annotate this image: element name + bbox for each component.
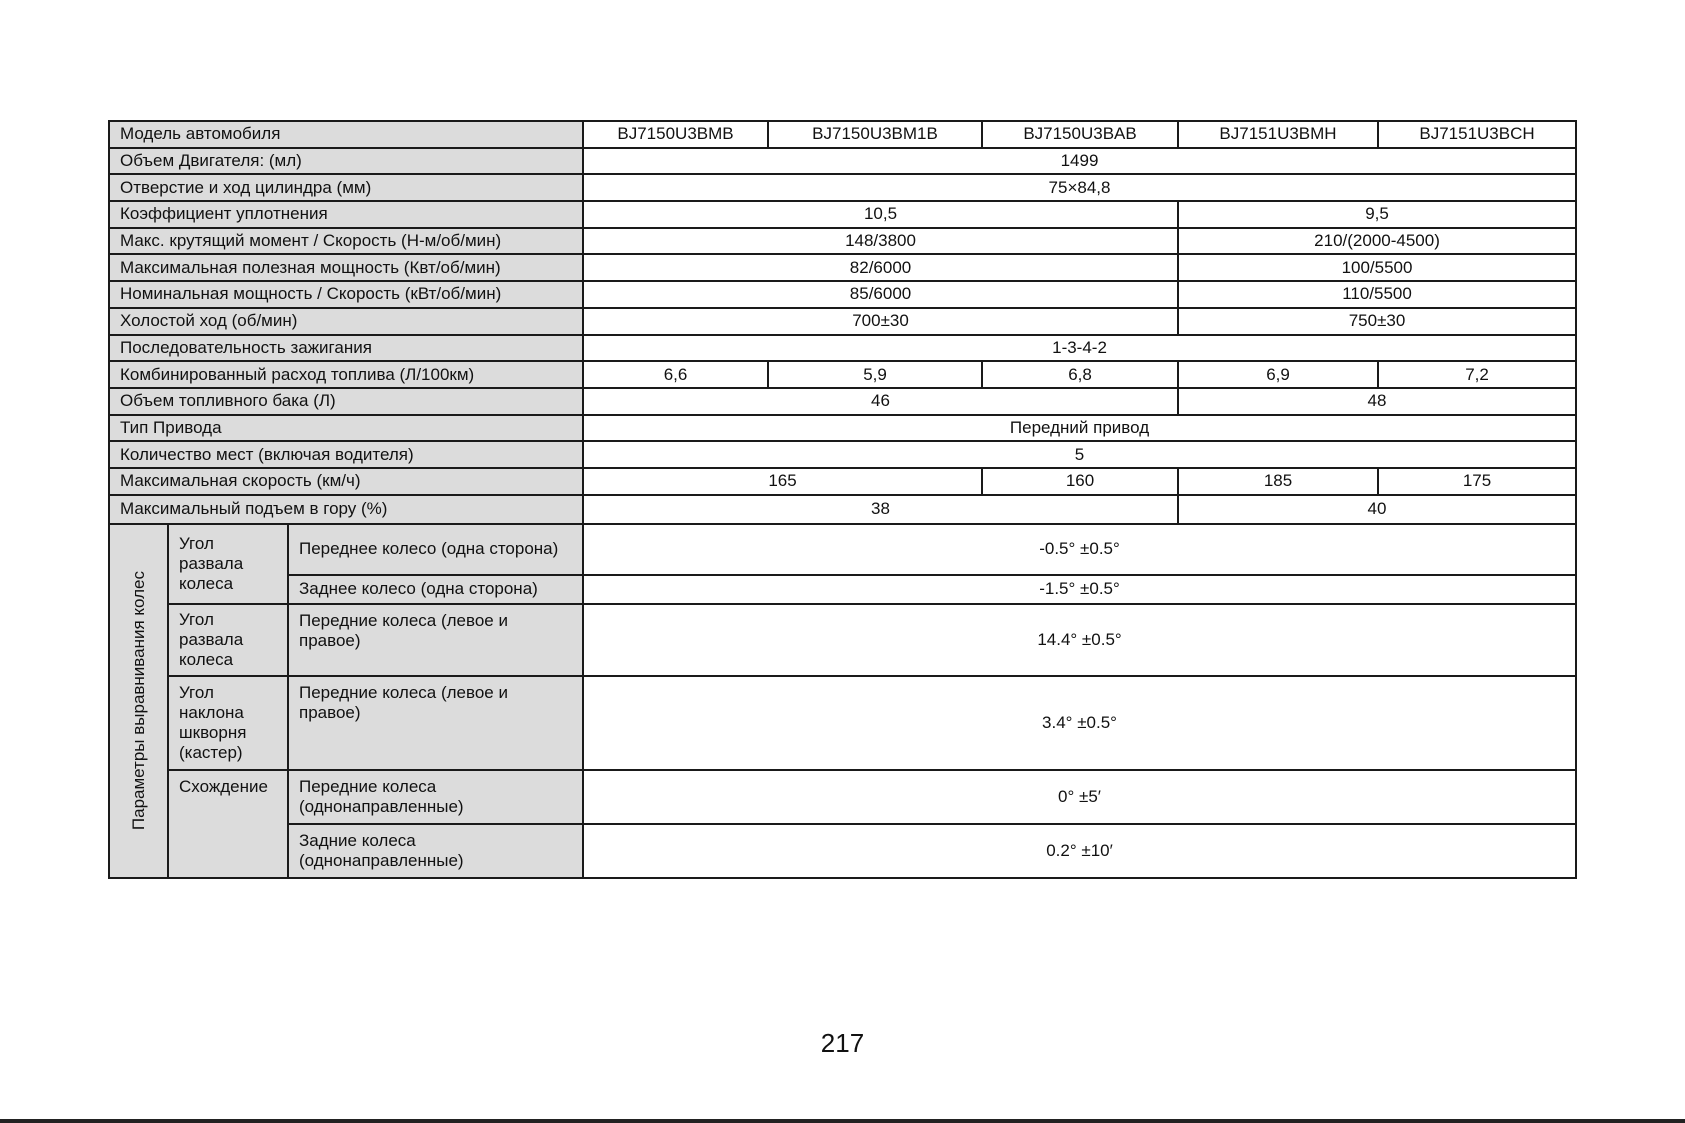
cell-value: 6,8	[982, 361, 1178, 388]
cell-value: 0.2° ±10′	[583, 824, 1576, 878]
row-label: Коэффициент уплотнения	[109, 201, 583, 228]
table-row	[109, 604, 1576, 676]
table-row	[109, 335, 1576, 362]
table-row	[109, 415, 1576, 442]
cell-value: 75×84,8	[583, 174, 1576, 201]
cell-value: 185	[1178, 468, 1378, 495]
cell-value: 14.4° ±0.5°	[583, 604, 1576, 676]
row-label: Максимальная скорость (км/ч)	[109, 468, 583, 495]
table-row	[109, 254, 1576, 281]
cell-value: 82/6000	[583, 254, 1178, 281]
model-header: BJ7150U3BMB	[583, 121, 768, 148]
cell-value: 175	[1378, 468, 1576, 495]
table-row	[109, 495, 1576, 524]
table-row	[109, 575, 1576, 604]
row-label: Комбинированный расход топлива (Л/100км)	[109, 361, 583, 388]
group-name: Угол развала колеса	[168, 524, 288, 604]
row-label: Холостой ход (об/мин)	[109, 308, 583, 335]
table-row	[109, 824, 1576, 878]
row-label: Передние колеса (левое и правое)	[288, 604, 583, 676]
model-header: BJ7150U3BM1B	[768, 121, 982, 148]
row-label: Объем топливного бака (Л)	[109, 388, 583, 415]
group-name: Угол развала колеса	[168, 604, 288, 676]
table-row	[109, 281, 1576, 308]
row-label: Макс. крутящий момент / Скорость (Н-м/об/мин)	[109, 228, 583, 255]
cell-value: Передний привод	[583, 415, 1576, 442]
cell-value: 700±30	[583, 308, 1178, 335]
spec-table	[108, 120, 1577, 879]
cell-value: 165	[583, 468, 982, 495]
cell-value: 40	[1178, 495, 1576, 524]
row-label: Передние колеса (однонаправленные)	[288, 770, 583, 824]
cell-value: 210/(2000-4500)	[1178, 228, 1576, 255]
row-label: Передние колеса (левое и правое)	[288, 676, 583, 770]
table-row	[109, 468, 1576, 495]
table-row	[109, 121, 1576, 148]
row-label: Максимальная полезная мощность (Квт/об/мин)	[109, 254, 583, 281]
row-label: Максимальный подъем в гору (%)	[109, 495, 583, 524]
model-header: BJ7150U3BAB	[982, 121, 1178, 148]
section-label: Параметры выравнивания колес	[128, 571, 148, 831]
row-label: Задние колеса (однонаправленные)	[288, 824, 583, 878]
table-row	[109, 441, 1576, 468]
cell-value: 38	[583, 495, 1178, 524]
table-row	[109, 174, 1576, 201]
row-label: Последовательность зажигания	[109, 335, 583, 362]
section-label-cell	[109, 524, 168, 878]
table-row	[109, 770, 1576, 824]
cell-value: 148/3800	[583, 228, 1178, 255]
cell-value: 6,9	[1178, 361, 1378, 388]
group-name: Схождение	[168, 770, 288, 878]
row-label: Тип Привода	[109, 415, 583, 442]
cell-value: 85/6000	[583, 281, 1178, 308]
cell-value: 46	[583, 388, 1178, 415]
cell-value: -1.5° ±0.5°	[583, 575, 1576, 604]
row-label: Переднее колесо (одна сторона)	[288, 524, 583, 575]
table-row	[109, 148, 1576, 175]
row-label: Номинальная мощность / Скорость (кВт/об/мин)	[109, 281, 583, 308]
cell-value: 5,9	[768, 361, 982, 388]
table-row	[109, 676, 1576, 770]
model-header: BJ7151U3BMH	[1178, 121, 1378, 148]
table-row	[109, 361, 1576, 388]
bottom-rule	[0, 1119, 1685, 1123]
cell-value: 3.4° ±0.5°	[583, 676, 1576, 770]
table-row	[109, 388, 1576, 415]
row-label: Объем Двигателя: (мл)	[109, 148, 583, 175]
cell-value: 6,6	[583, 361, 768, 388]
table-row	[109, 524, 1576, 575]
table-row	[109, 308, 1576, 335]
cell-value: 750±30	[1178, 308, 1576, 335]
table-row	[109, 228, 1576, 255]
cell-value: 110/5500	[1178, 281, 1576, 308]
cell-value: 7,2	[1378, 361, 1576, 388]
cell-value: 1-3-4-2	[583, 335, 1576, 362]
cell-value: 0° ±5′	[583, 770, 1576, 824]
row-label: Модель автомобиля	[109, 121, 583, 148]
cell-value: 48	[1178, 388, 1576, 415]
cell-value: 5	[583, 441, 1576, 468]
cell-value: 160	[982, 468, 1178, 495]
cell-value: 1499	[583, 148, 1576, 175]
table-row	[109, 201, 1576, 228]
cell-value: 100/5500	[1178, 254, 1576, 281]
cell-value: 10,5	[583, 201, 1178, 228]
model-header: BJ7151U3BCH	[1378, 121, 1576, 148]
page-number: 217	[820, 1028, 865, 1058]
row-label: Заднее колесо (одна сторона)	[288, 575, 583, 604]
group-name: Угол наклона шкворня (кастер)	[168, 676, 288, 770]
row-label: Отверстие и ход цилиндра (мм)	[109, 174, 583, 201]
cell-value: -0.5° ±0.5°	[583, 524, 1576, 575]
row-label: Количество мест (включая водителя)	[109, 441, 583, 468]
cell-value: 9,5	[1178, 201, 1576, 228]
